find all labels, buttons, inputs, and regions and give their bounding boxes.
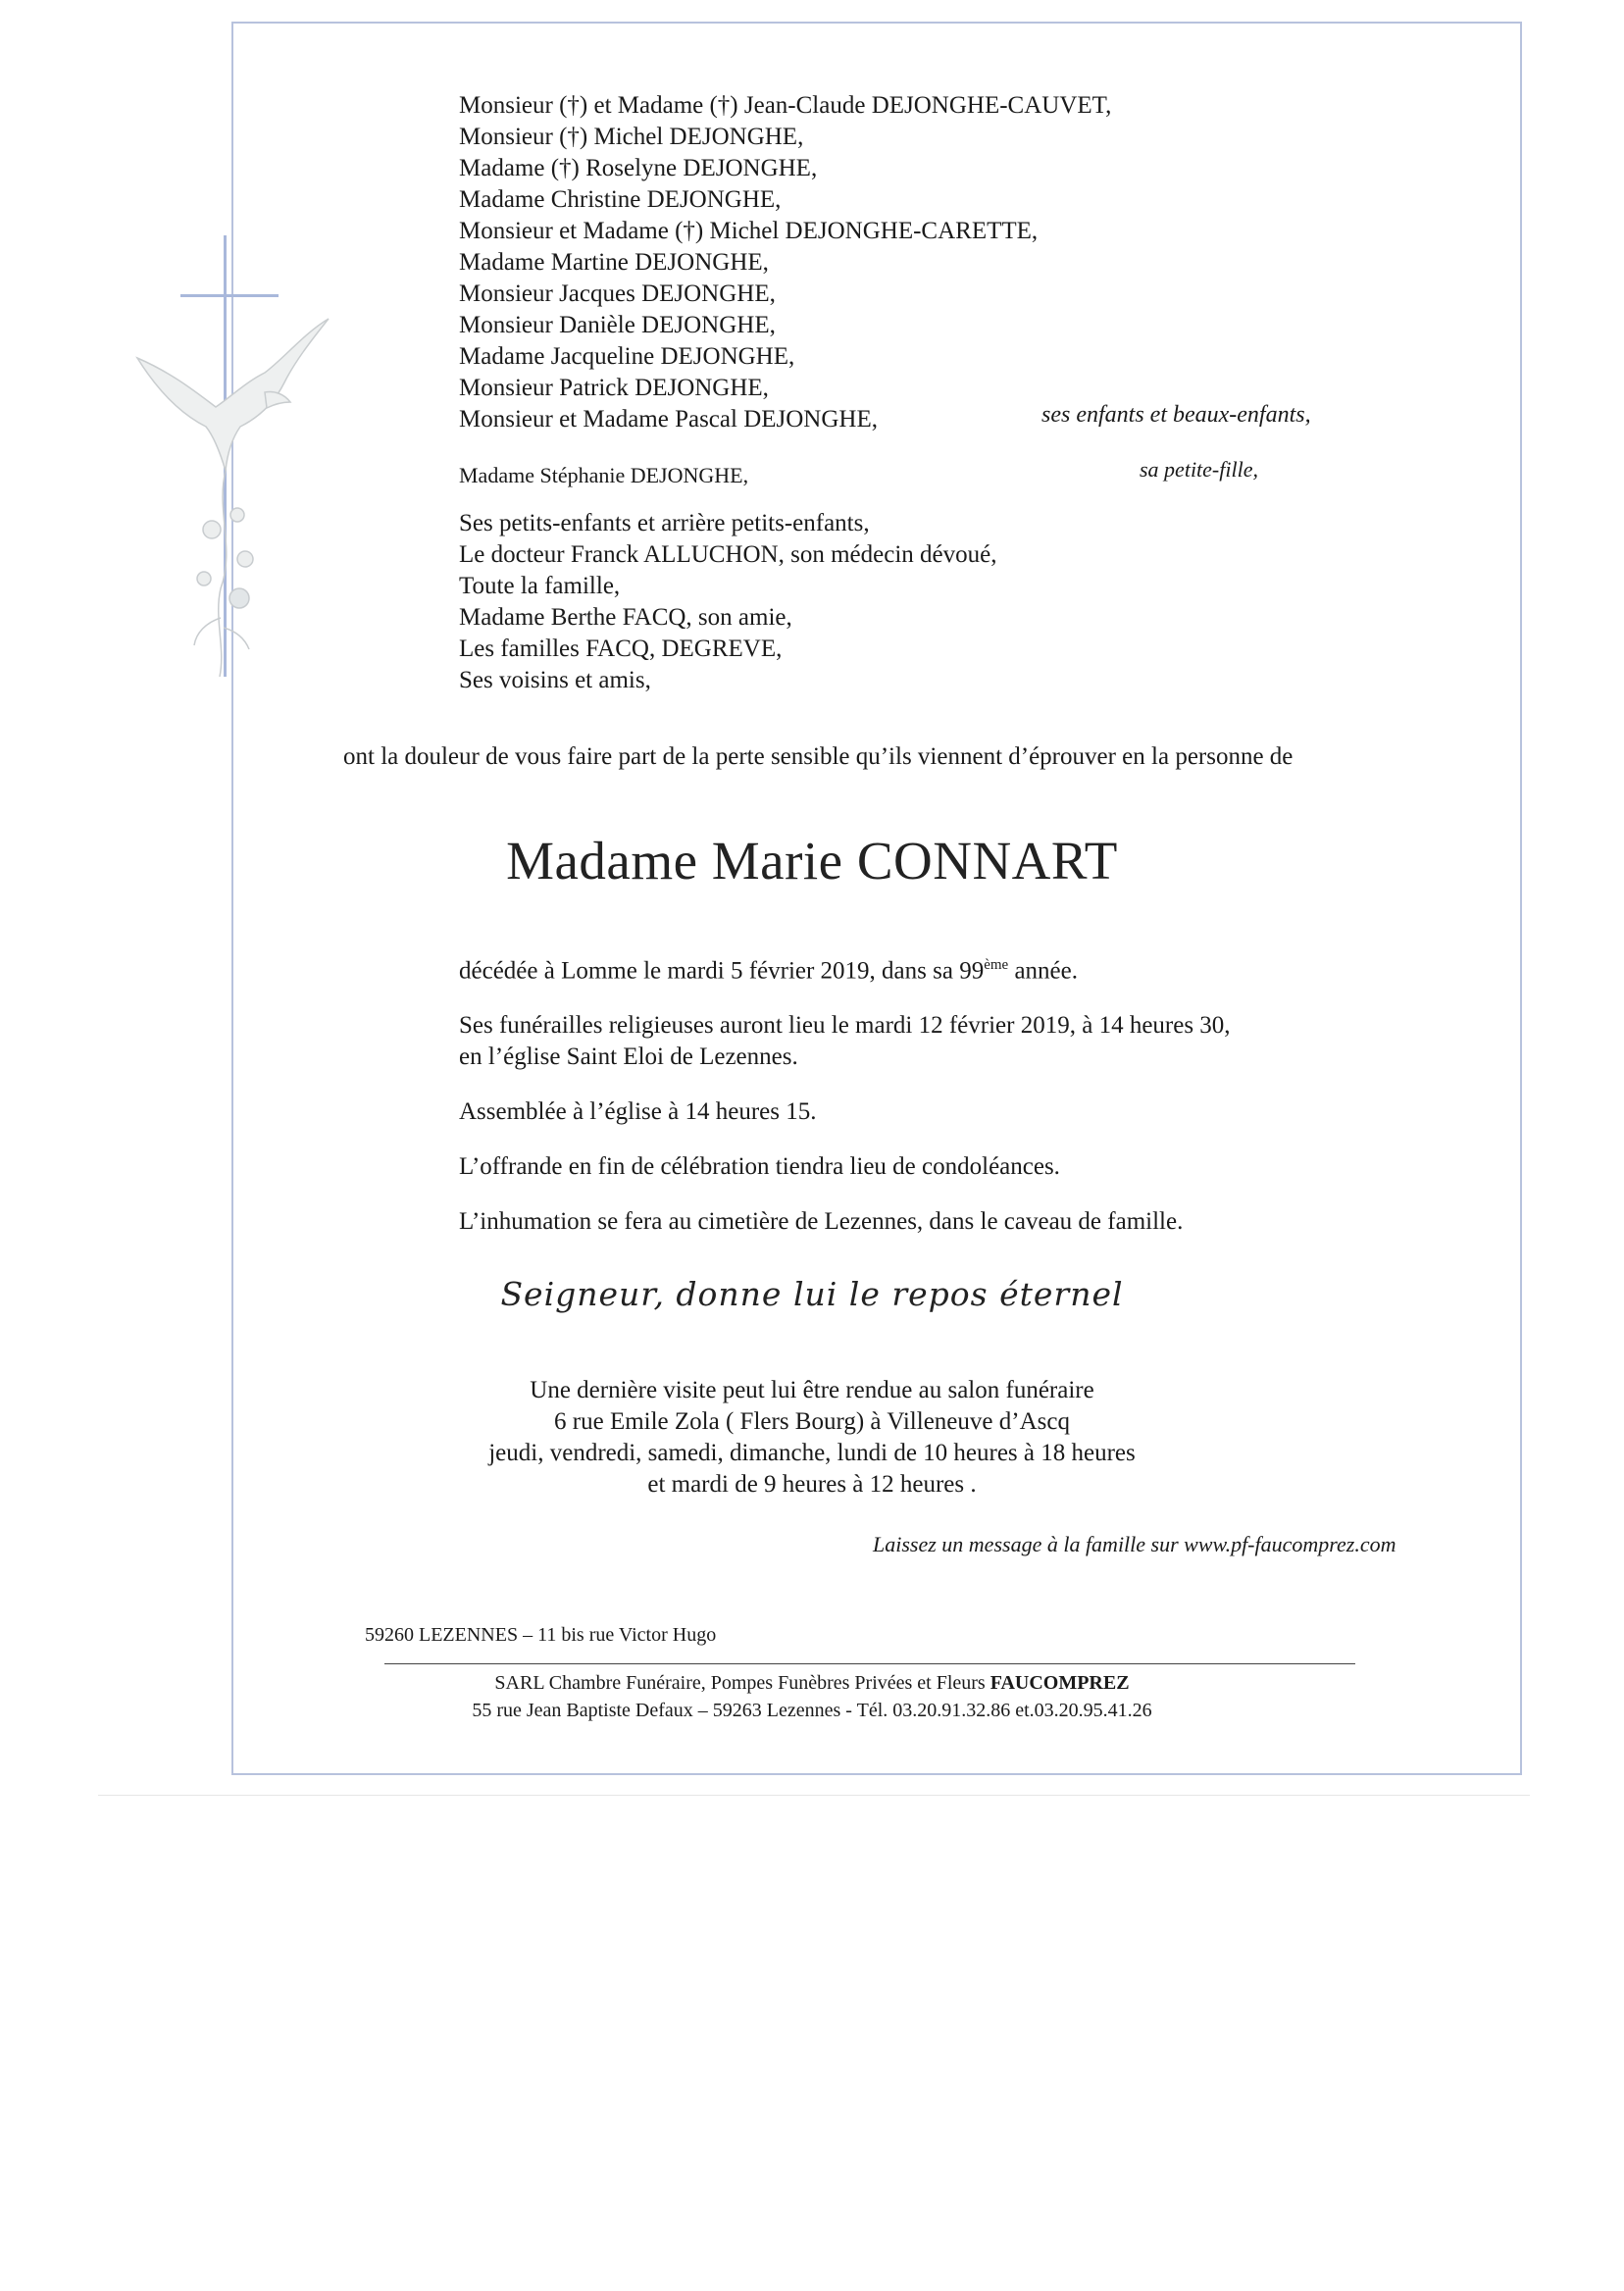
visit-line: et mardi de 9 heures à 12 heures . <box>647 1471 977 1498</box>
family-line: Madame (†) Roselyne DEJONGHE, <box>459 155 818 181</box>
company-address: 55 rue Jean Baptiste Defaux – 59263 Lezennes - Tél. 03.20.91.32.86 et.03.20.95.41.26 <box>472 1700 1152 1721</box>
death-info-text: décédée à Lomme le mardi 5 février 2019, dans sa 99 <box>459 957 985 985</box>
funeral-line-2: en l’église Saint Eloi de Lezennes. <box>459 1044 798 1071</box>
family-line: Monsieur et Madame Pascal DEJONGHE, <box>459 406 878 433</box>
prayer-text: Seigneur, donne lui le repos éternel <box>500 1275 1124 1313</box>
death-info <box>459 949 1440 987</box>
visit-line: 6 rue Emile Zola ( Flers Bourg) à Villeneuve d’Ascq <box>554 1408 1070 1435</box>
family-line: Monsieur Patrick DEJONGHE, <box>459 375 769 401</box>
family-line: Madame Martine DEJONGHE, <box>459 249 769 276</box>
company-prefix: SARL Chambre Funéraire, Pompes Funèbres Privées et Fleurs <box>494 1672 990 1694</box>
local-address: 59260 LEZENNES – 11 bis rue Victor Hugo <box>365 1624 717 1646</box>
company-footer <box>0 1669 1624 1724</box>
family-list <box>459 90 1342 435</box>
online-message-note: Laissez un message à la famille sur www.pf-faucomprez.com <box>873 1532 1396 1556</box>
family-line: Monsieur (†) Michel DEJONGHE, <box>459 124 804 150</box>
ordinal-suffix: ème <box>984 957 1009 973</box>
family-line: Monsieur (†) et Madame (†) Jean-Claude DEJONGHE-CAUVET, <box>459 92 1112 119</box>
cross-dove-decoration <box>118 235 343 687</box>
death-info-end: année. <box>1008 957 1078 985</box>
funeral-details <box>459 949 1440 1261</box>
visit-line: jeudi, vendredi, samedi, dimanche, lundi de 10 heures à 18 heures <box>488 1440 1136 1466</box>
other-mourners <box>459 508 996 696</box>
company-line <box>0 1669 1624 1697</box>
visit-info <box>0 1375 1624 1501</box>
deceased-name: Madame Marie CONNART <box>506 831 1118 891</box>
mourner-line: Le docteur Franck ALLUCHON, son médecin dévoué, <box>459 541 997 568</box>
family-line: Monsieur Danièle DEJONGHE, <box>459 312 776 338</box>
family-line: Monsieur Jacques DEJONGHE, <box>459 280 776 307</box>
granddaughter-relation: sa petite-fille, <box>1140 457 1258 482</box>
granddaughter: Madame Stéphanie DEJONGHE, <box>459 463 749 487</box>
family-line: Madame Christine DEJONGHE, <box>459 186 782 213</box>
burial-info: L’inhumation se fera au cimetière de Lezennes, dans le caveau de famille. <box>459 1208 1184 1236</box>
visit-line: Une dernière visite peut lui être rendue au salon funéraire <box>530 1377 1094 1403</box>
offering-info: L’offrande en fin de célébration tiendra lieu de condoléances. <box>459 1153 1060 1181</box>
funeral-line-1: Ses funérailles religieuses auront lieu le mardi 12 février 2019, à 14 heures 30, <box>459 1012 1231 1040</box>
cross-icon <box>180 235 279 677</box>
children-relation: ses enfants et beaux-enfants, <box>1041 402 1311 428</box>
company-name: FAUCOMPREZ <box>990 1672 1130 1694</box>
assembly-info: Assemblée à l’église à 14 heures 15. <box>459 1098 817 1126</box>
funeral-info <box>459 1010 1440 1073</box>
scan-edge-line <box>98 1795 1530 1796</box>
mourner-line: Toute la famille, <box>459 573 621 599</box>
mourner-line: Ses voisins et amis, <box>459 667 651 693</box>
mourner-line: Madame Berthe FACQ, son amie, <box>459 604 792 631</box>
dove-icon <box>137 319 329 471</box>
footer-divider <box>384 1663 1355 1664</box>
family-line: Madame Jacqueline DEJONGHE, <box>459 343 795 370</box>
mourner-line: Ses petits-enfants et arrière petits-enfants, <box>459 510 870 536</box>
mourner-line: Les familles FACQ, DEGREVE, <box>459 636 783 662</box>
announcement-intro: ont la douleur de vous faire part de la perte sensible qu’ils viennent d’éprouver en la personne de <box>343 743 1294 770</box>
family-line: Monsieur et Madame (†) Michel DEJONGHE-CARETTE, <box>459 218 1039 244</box>
